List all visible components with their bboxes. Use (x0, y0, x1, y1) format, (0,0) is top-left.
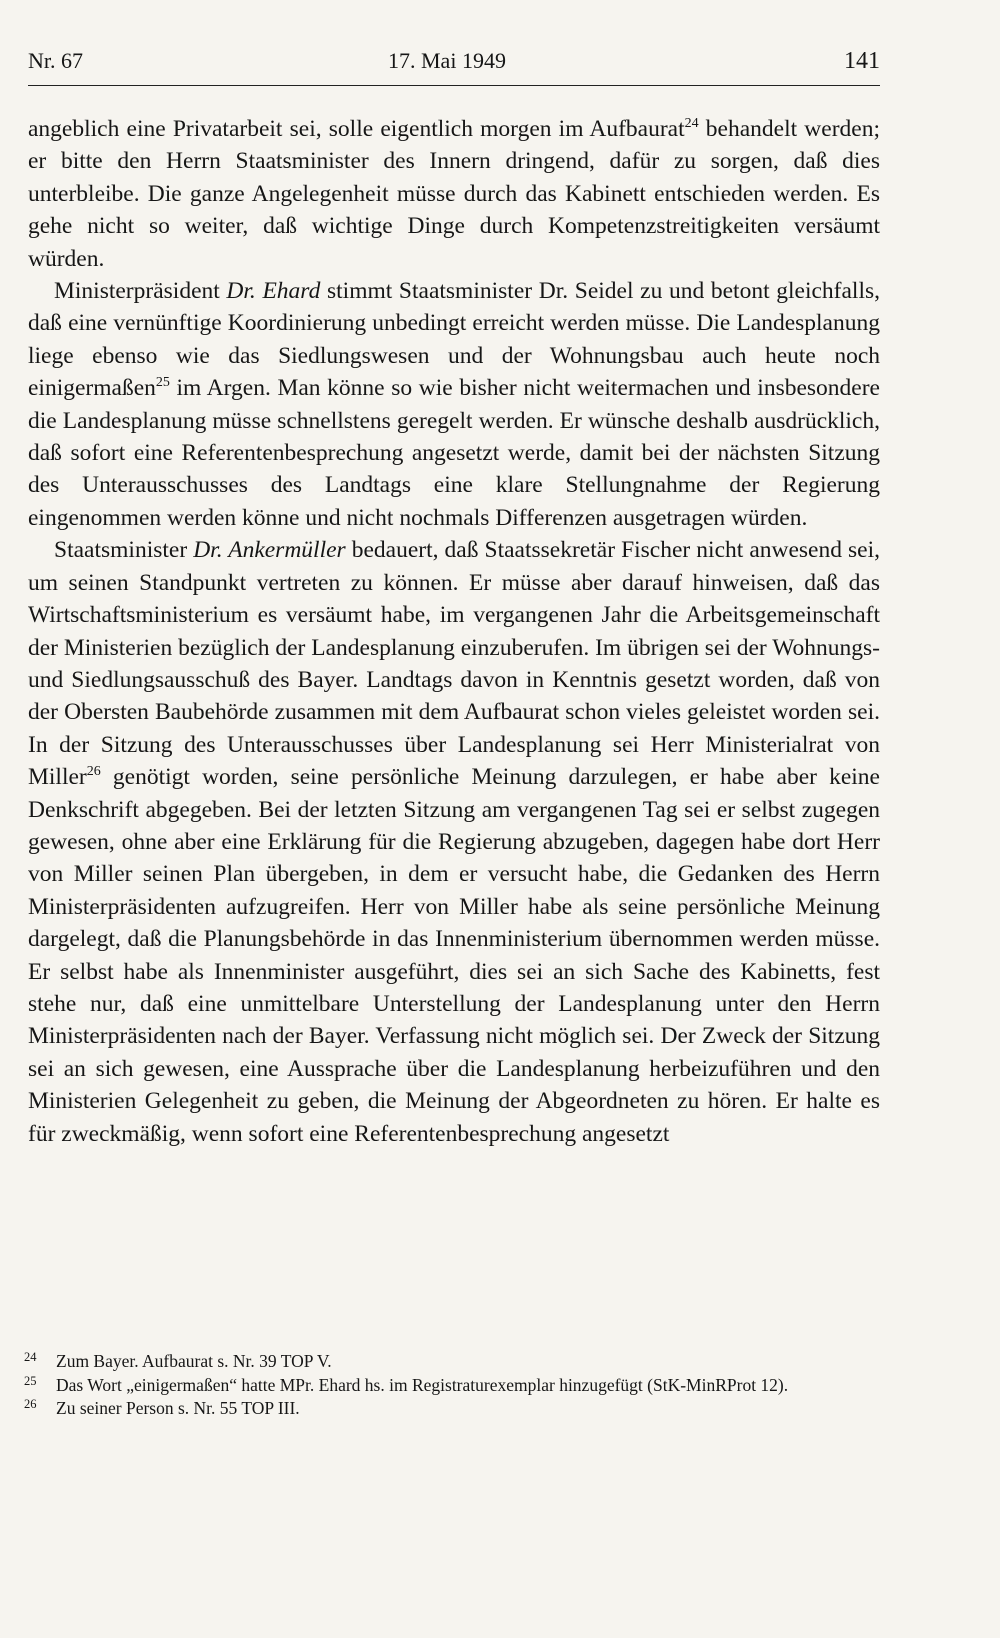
footnote-text: Zu seiner Person s. Nr. 55 TOP III. (56, 1398, 300, 1418)
paragraph-text: genötigt worden, seine persönliche Meinung darzulegen, er habe aber keine Denkschrift abgegeben. Bei der letzten Sitzung am vergangenen Tag sei er selbst zugegen gewesen, ohne aber eine Erklärung für die Regierung abzugeben, dagegen habe dort Herr von Miller seinen Plan übergeben, in dem er versucht habe, die Gedanken des Herrn Ministerpräsidenten aufzugreifen. Herr von Miller habe als seine persönliche Meinung dargelegt, daß die Planungsbehörde in das Innenministerium übernommen werden müsse. Er selbst habe als Innenminister ausgeführt, dies sei an sich Sache des Kabinetts, fest stehe nur, daß eine unmittelbare Unterstellung der Landesplanung unter den Herrn Ministerpräsidenten nach der Bayer. Verfassung nicht möglich sei. Der Zweck der Sitzung sei an sich gewesen, eine Aussprache über die Landesplanung herbeizuführen und den Ministerien Gelegenheit zu geben, die Meinung der Abgeordneten zu hören. Er halte es für zweckmäßig, wenn sofort eine Referentenbesprechung angesetzt (28, 764, 880, 1147)
footnote-number: 24 (24, 1350, 37, 1364)
paragraph-ehard (28, 275, 880, 534)
paragraph-text: bedauert, daß Staatssekretär Fischer nicht anwesend sei, um seinen Standpunkt vertreten zu können. Er müsse aber darauf hinweisen, daß das Wirtschaftsministerium es versäumt habe, im vergangenen Jahr die Arbeitsgemeinschaft der Ministerien bezüglich der Landesplanung einzuberufen. Im übrigen sei der Wohnungs- und Siedlungsausschuß des Bayer. Landtags davon in Kenntnis gesetzt worden, daß von der Obersten Baubehörde zusammen mit dem Aufbaurat schon vieles geleistet worden sei. In der Sitzung des Unterausschusses über Landesplanung sei Herr Ministerialrat von Miller (28, 537, 880, 791)
main-text (28, 113, 880, 1150)
footnote-text: Zum Bayer. Aufbaurat s. Nr. 39 TOP V. (56, 1351, 332, 1371)
paragraph-text: Staatsminister (54, 537, 194, 564)
running-head (28, 48, 880, 84)
paragraph-continuation (28, 113, 880, 275)
footnote-ref-25: 25 (155, 375, 170, 391)
paragraph-text: stimmt Staatsminister Dr. Seidel zu und betont gleichfalls, daß eine vernünftige Koordinierung unbedingt erreicht werden müsse. Die Landesplanung liege ebenso wie das Siedlungswesen und der Wohnungsbau auch heute noch einigermaßen (28, 278, 880, 402)
paragraph-text: behandelt werden; er bitte den Herrn Staatsminister des Innern dringend, dafür zu sorgen, daß dies unterbleibe. Die ganze Angelegenheit müsse durch das Kabinett entschieden werden. Es gehe nicht so weiter, daß wichtige Dinge durch Kompetenzstreitigkeiten versäumt würden. (28, 116, 880, 272)
footnote-number: 26 (24, 1397, 37, 1411)
document-number: Nr. 67 (28, 48, 83, 73)
paragraph-text: Ministerpräsident (54, 278, 227, 305)
paragraph-text: im Argen. Man könne so wie bisher nicht weitermachen und insbesondere die Landesplanung müsse schnellstens geregelt werden. Er wünsche deshalb ausdrücklich, daß sofort eine Referentenbesprechung angesetzt werde, damit bei der nächsten Sitzung des Unterausschusses des Landtags eine klare Stellungnahme der Regierung eingenommen werden könne und nicht nochmals Differenzen ausgetragen würden. (28, 375, 880, 531)
page-number: 141 (844, 48, 880, 74)
footnote-26 (24, 1397, 880, 1421)
footnote-number: 25 (24, 1373, 37, 1388)
paragraph-text: angeblich eine Privatarbeit sei, solle eigentlich morgen im Aufbaurat (28, 116, 685, 142)
footnote-text: Das Wort „einigermaßen“ hatte MPr. Ehard hs. im Registraturexemplar hinzugefügt (StK-MinRProt 12). (56, 1374, 789, 1395)
speaker-name: Dr. Ankermüller (193, 537, 346, 564)
paragraph-ankermueller (28, 534, 880, 1150)
document-date: 17. Mai 1949 (388, 48, 506, 73)
footnote-ref-26: 26 (86, 764, 101, 780)
footnote-24 (24, 1350, 880, 1374)
footnote-ref-24: 24 (684, 116, 699, 131)
header-rule (28, 85, 880, 86)
footnote-25 (24, 1374, 880, 1398)
footnotes (24, 1350, 880, 1421)
speaker-name: Dr. Ehard (226, 278, 321, 305)
